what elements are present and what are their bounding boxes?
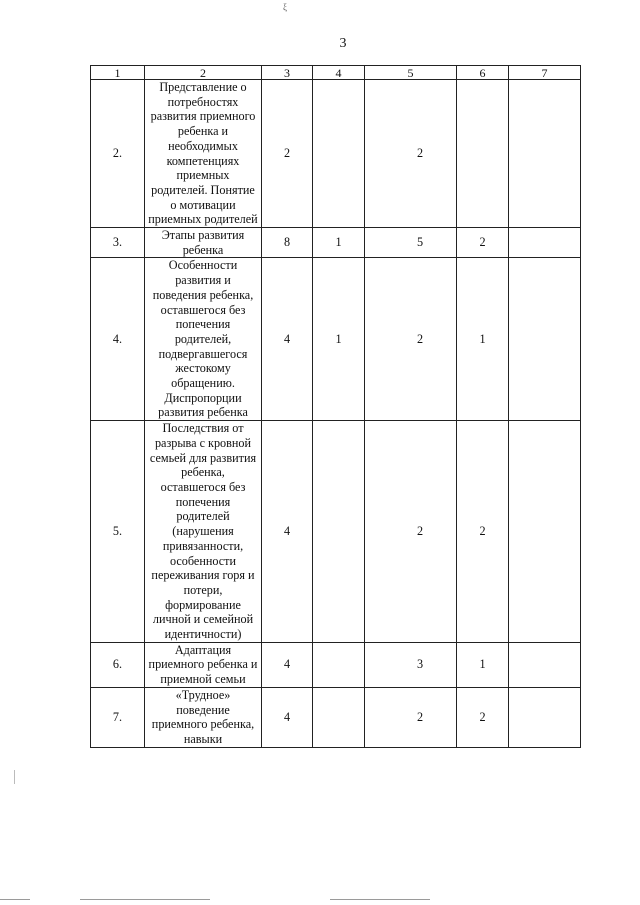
column-header: 5 xyxy=(365,66,457,80)
value-cell: 4 xyxy=(262,687,313,747)
value-cell: 3 xyxy=(365,642,457,687)
row-number: 6. xyxy=(91,642,145,687)
table-row xyxy=(91,80,581,228)
value-cell xyxy=(313,642,365,687)
value-cell: 2 xyxy=(365,421,457,643)
value-cell: 8 xyxy=(262,228,313,258)
value-cell xyxy=(313,687,365,747)
topic-cell: Представление о потребностях развития приемного ребенка и необходимых компетенциях приемных родителей. Понятие о мотивации приемных родителей xyxy=(145,80,262,228)
column-header: 7 xyxy=(509,66,581,80)
value-cell: 2 xyxy=(457,228,509,258)
value-cell xyxy=(509,258,581,421)
column-header: 6 xyxy=(457,66,509,80)
topic-cell: Особенности развития и поведения ребенка, оставшегося без попечения родителей, подвергавшегося жестокому обращению. Диспропорции развития ребенка xyxy=(145,258,262,421)
value-cell: 1 xyxy=(313,228,365,258)
value-cell: 1 xyxy=(313,258,365,421)
value-cell: 2 xyxy=(365,258,457,421)
column-header: 2 xyxy=(145,66,262,80)
value-cell xyxy=(313,80,365,228)
value-cell: 4 xyxy=(262,421,313,643)
value-cell xyxy=(509,80,581,228)
table-row xyxy=(91,258,581,421)
curriculum-table xyxy=(90,65,581,748)
table-row xyxy=(91,421,581,643)
scan-artifact xyxy=(80,899,210,900)
value-cell: 2 xyxy=(365,80,457,228)
value-cell xyxy=(313,421,365,643)
value-cell: 4 xyxy=(262,642,313,687)
value-cell xyxy=(457,80,509,228)
topic-cell: «Трудное» поведение приемного ребенка, навыки xyxy=(145,687,262,747)
value-cell: 2 xyxy=(457,687,509,747)
topic-cell: Адаптация приемного ребенка и приемной семьи xyxy=(145,642,262,687)
scan-artifact xyxy=(0,899,30,900)
column-header: 4 xyxy=(313,66,365,80)
scan-mark: ξ xyxy=(283,2,288,12)
scan-artifact xyxy=(14,770,15,784)
value-cell: 2 xyxy=(262,80,313,228)
value-cell xyxy=(509,687,581,747)
value-cell xyxy=(509,421,581,643)
value-cell: 2 xyxy=(457,421,509,643)
row-number: 7. xyxy=(91,687,145,747)
column-number-row xyxy=(91,66,581,80)
page-number: 3 xyxy=(339,36,347,51)
value-cell: 5 xyxy=(365,228,457,258)
row-number: 2. xyxy=(91,80,145,228)
row-number: 3. xyxy=(91,228,145,258)
value-cell: 4 xyxy=(262,258,313,421)
value-cell: 1 xyxy=(457,258,509,421)
value-cell: 2 xyxy=(365,687,457,747)
topic-cell: Последствия от разрыва с кровной семьей для развития ребенка, оставшегося без попечения родителей (нарушения привязанности, особенности переживания горя и потери, формирование личной и семейной идентичности) xyxy=(145,421,262,643)
value-cell xyxy=(509,228,581,258)
column-header: 3 xyxy=(262,66,313,80)
scan-artifact xyxy=(330,899,430,900)
table-row xyxy=(91,228,581,258)
value-cell xyxy=(509,642,581,687)
row-number: 4. xyxy=(91,258,145,421)
table-row xyxy=(91,687,581,747)
topic-cell: Этапы развития ребенка xyxy=(145,228,262,258)
row-number: 5. xyxy=(91,421,145,643)
table-row xyxy=(91,642,581,687)
value-cell: 1 xyxy=(457,642,509,687)
column-header: 1 xyxy=(91,66,145,80)
